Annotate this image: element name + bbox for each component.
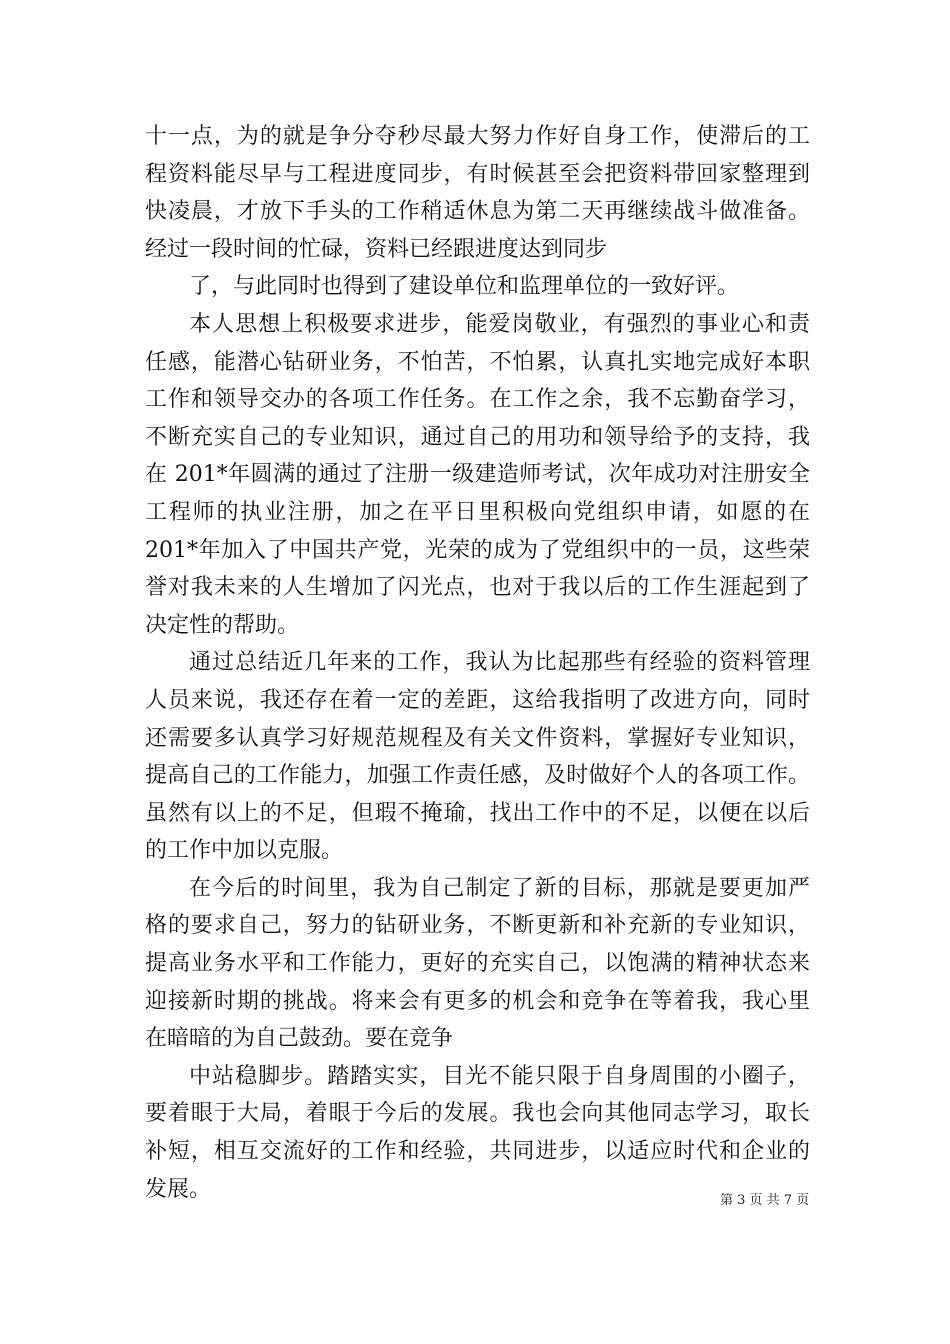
text-line: 提高业务水平和工作能力，更好的充实自己，以饱满的精神状态来 — [145, 951, 810, 977]
text-line: 的工作中加以克服。 — [145, 838, 344, 864]
text-line: 了，与此同时也得到了建设单位和监理单位的一致好评。 — [189, 274, 740, 300]
text-line: 在 201*年圆满的通过了注册一级建造师考试，次年成功对注册安全 — [145, 462, 810, 488]
text-line: 发展。 — [145, 1176, 212, 1202]
text-line: 工作和领导交办的各项工作任务。在工作之余，我不忘勤奋学习， — [145, 387, 810, 413]
text-line: 在今后的时间里，我为自己制定了新的目标，那就是要更加严 — [189, 875, 810, 901]
text-line: 人员来说，我还存在着一定的差距，这给我指明了改进方向，同时 — [145, 687, 810, 713]
text-line: 不断充实自己的专业知识，通过自己的用功和领导给予的支持，我 — [145, 424, 810, 450]
text-line: 通过总结近几年来的工作，我认为比起那些有经验的资料管理 — [189, 650, 810, 676]
text-line: 经过一段时间的忙碌，资料已经跟进度达到同步 — [145, 236, 608, 262]
text-line: 要着眼于大局，着眼于今后的发展。我也会向其他同志学习，取长 — [145, 1101, 810, 1127]
text-line: 格的要求自己，努力的钻研业务，不断更新和补充新的专业知识， — [145, 913, 810, 939]
text-line: 补短，相互交流好的工作和经验，共同进步，以适应时代和企业的 — [145, 1139, 810, 1165]
text-line: 201*年加入了中国共产党，光荣的成为了党组织中的一员，这些荣 — [145, 537, 810, 563]
text-line: 任感，能潜心钻研业务，不怕苦，不怕累，认真扎实地完成好本职 — [145, 349, 810, 375]
text-line: 提高自己的工作能力，加强工作责任感，及时做好个人的各项工作。 — [145, 763, 810, 789]
text-line: 誉对我未来的人生增加了闪光点，也对于我以后的工作生涯起到了 — [145, 575, 810, 601]
text-line: 还需要多认真学习好规范规程及有关文件资料，掌握好专业知识， — [145, 725, 810, 751]
text-line: 在暗暗的为自己鼓劲。要在竞争 — [145, 1026, 454, 1052]
text-line: 程资料能尽早与工程进度同步，有时候甚至会把资料带回家整理到 — [145, 161, 810, 187]
page-number: 第 3 页 共 7 页 — [720, 1193, 810, 1208]
text-line: 工程师的执业注册，加之在平日里积极向党组织申请，如愿的在 — [145, 499, 810, 525]
text-line: 决定性的帮助。 — [145, 612, 300, 638]
text-line: 中站稳脚步。踏踏实实，目光不能只限于自身周围的小圈子， — [189, 1063, 810, 1089]
text-line: 本人思想上积极要求进步，能爱岗敬业，有强烈的事业心和责 — [189, 311, 810, 337]
text-line: 十一点，为的就是争分夺秒尽最大努力作好自身工作，使滞后的工 — [145, 124, 810, 149]
text-line: 快凌晨，才放下手头的工作稍适休息为第二天再继续战斗做准备。 — [145, 199, 810, 225]
document-body — [145, 118, 810, 1208]
text-line: 迎接新时期的挑战。将来会有更多的机会和竞争在等着我，我心里 — [145, 988, 810, 1014]
text-line: 虽然有以上的不足，但瑕不掩瑜，找出工作中的不足，以便在以后 — [145, 800, 810, 826]
